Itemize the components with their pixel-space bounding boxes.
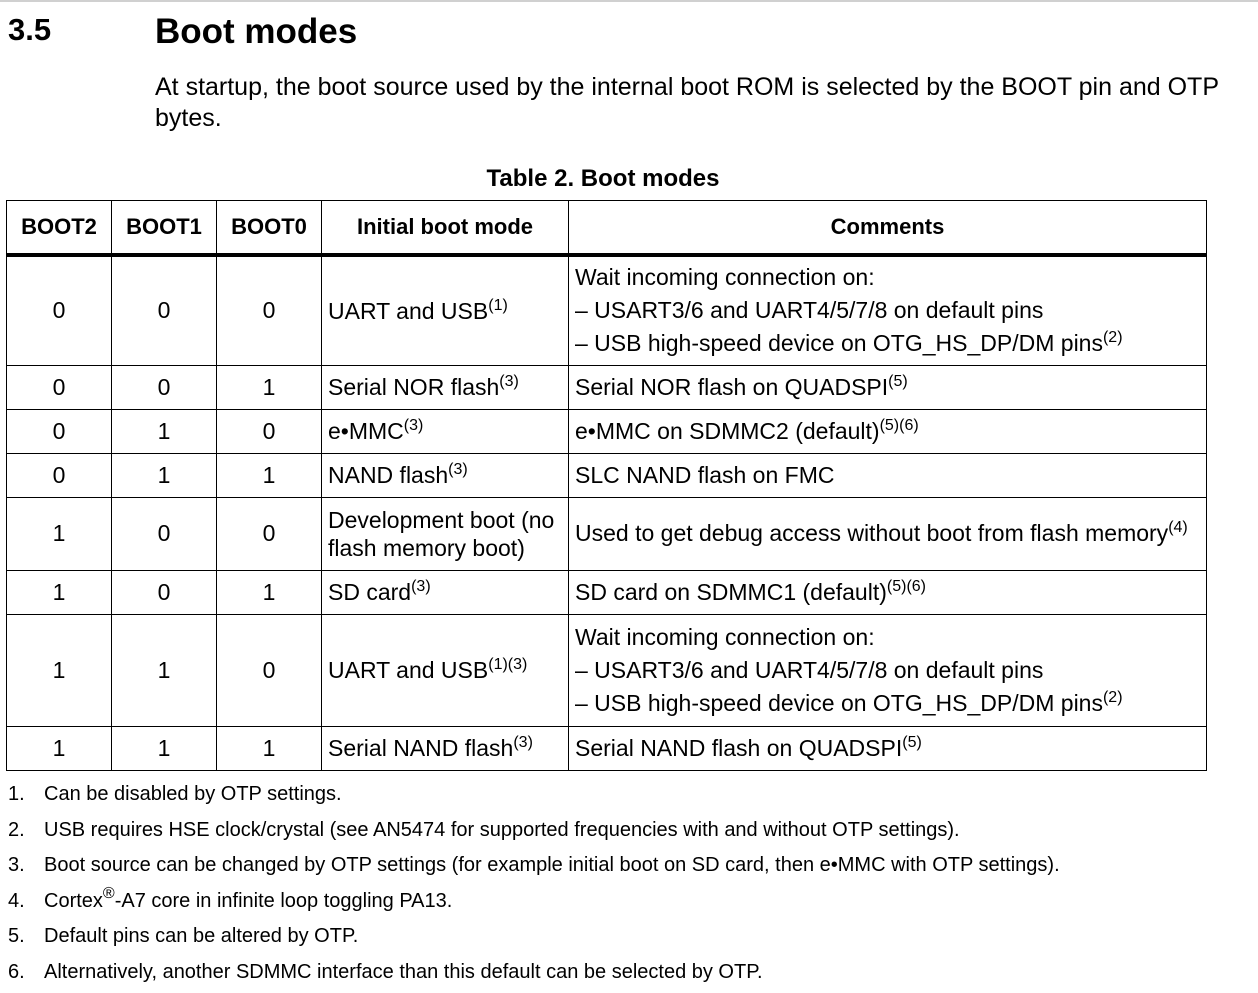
cell-mode: [322, 570, 569, 614]
footnote-number: 3.: [8, 854, 25, 876]
footnote-ref: (5): [902, 733, 922, 751]
comment-line: – USART3/6 and UART4/5/7/8 on default pins: [575, 656, 1044, 683]
table-row: [7, 255, 1207, 365]
cell-mode: [322, 409, 569, 453]
mode-text: UART and USB: [328, 297, 489, 324]
table-row: [7, 409, 1207, 453]
mode-text: UART and USB: [328, 657, 489, 683]
cell-boot2: 0: [7, 255, 112, 365]
comment-line: Serial NAND flash on QUADSPI: [575, 734, 903, 761]
comment-line: SD card on SDMMC1 (default): [575, 578, 887, 605]
footnote-ref: (1)(3): [488, 656, 528, 673]
table-header-row: [7, 201, 1207, 256]
cell-comment: [569, 453, 1207, 497]
footnote-number: 4.: [8, 889, 25, 912]
table-row: [7, 453, 1207, 497]
mode-text: Serial NAND flash: [328, 734, 514, 761]
page-top-rule: [0, 0, 1258, 2]
comment-line: – USART3/6 and UART4/5/7/8 on default pins: [575, 297, 1044, 324]
footnote-ref: (5)(6): [879, 416, 919, 434]
footnote-text: Can be disabled by OTP settings.: [44, 783, 342, 805]
cell-boot0: 1: [217, 570, 322, 614]
cell-mode: [322, 726, 569, 770]
footnote-number: 2.: [8, 818, 25, 841]
footnote-ref: (3): [499, 372, 519, 390]
footnote: [8, 780, 1248, 816]
cell-mode: [322, 365, 569, 409]
header-comments: Comments: [569, 201, 1207, 256]
cell-mode: [322, 497, 569, 570]
footnote: [8, 922, 1248, 958]
footnote: [8, 884, 1248, 923]
section-number: 3.5: [8, 12, 52, 47]
cell-mode: [322, 453, 569, 497]
cell-boot1: 1: [112, 409, 217, 453]
footnote: [8, 958, 1248, 993]
comment-line: – USB high-speed device on OTG_HS_DP/DM pins$^{(2)}$: [575, 688, 1123, 716]
footnote-ref: (3): [448, 460, 468, 478]
cell-boot0: 0: [217, 409, 322, 453]
footnote-ref: (2): [1102, 688, 1123, 706]
cell-mode: [322, 255, 569, 365]
cell-comment: [569, 255, 1207, 365]
footnote-ref: (2): [1102, 329, 1123, 347]
cell-boot1: 1: [112, 614, 217, 726]
comment-line: Wait incoming connection on:: [575, 623, 875, 650]
cell-comment: [569, 365, 1207, 409]
mode-text: e•MMC: [328, 417, 404, 444]
footnotes: [8, 780, 1248, 993]
header-boot2: BOOT2: [7, 201, 112, 256]
cell-boot0: 0: [217, 255, 322, 365]
footnote-text: USB requires HSE clock/crystal (see AN5474 for supported frequencies with and without OTP settings).: [44, 818, 960, 841]
comment-line: SLC NAND flash on FMC: [575, 461, 835, 488]
footnote-ref: (4): [1168, 519, 1188, 536]
cell-comment: [569, 497, 1207, 570]
footnote-ref: (5): [888, 372, 908, 390]
footnote-number: 5.: [8, 925, 25, 947]
section-intro: At startup, the boot source used by the internal boot ROM is selected by the BOOT pin and OTP bytes.: [155, 73, 1219, 132]
header-initial-boot-mode: Initial boot mode: [322, 201, 569, 256]
footnote-ref: (1): [488, 296, 508, 314]
footnote: [8, 816, 1248, 852]
cell-mode: [322, 614, 569, 726]
comment-line: e•MMC on SDMMC2 (default): [575, 417, 880, 444]
cell-boot1: 0: [112, 365, 217, 409]
table-row: [7, 365, 1207, 409]
cell-comment: [569, 409, 1207, 453]
header-boot1: BOOT1: [112, 201, 217, 256]
footnote-number: 1.: [8, 783, 25, 805]
footnote: [8, 851, 1248, 887]
cell-boot1: 0: [112, 570, 217, 614]
cell-comment: [569, 570, 1207, 614]
cell-boot0: 0: [217, 614, 322, 726]
registered-mark: ®: [102, 884, 115, 902]
boot-modes-table: [6, 200, 1207, 771]
footnote-text: Cortex®-A7 core in infinite loop toggling PA13.: [44, 884, 453, 912]
cell-boot2: 0: [7, 409, 112, 453]
footnote-ref: (3): [513, 733, 533, 751]
table-row: [7, 570, 1207, 614]
cell-boot2: 1: [7, 726, 112, 770]
footnote-text: Alternatively, another SDMMC interface than this default can be selected by OTP.: [44, 960, 763, 983]
cell-boot2: 1: [7, 570, 112, 614]
cell-comment: [569, 726, 1207, 770]
footnote-text: Default pins can be altered by OTP.: [44, 925, 359, 947]
mode-text: Development boot (no flash memory boot): [328, 506, 555, 561]
mode-text: Serial NOR flash: [328, 373, 500, 400]
section-title: Boot modes: [155, 12, 358, 51]
comment-line: Wait incoming connection on:: [575, 264, 875, 291]
cell-boot1: 1: [112, 453, 217, 497]
cell-boot2: 1: [7, 614, 112, 726]
cell-boot0: 1: [217, 453, 322, 497]
cell-boot1: 0: [112, 497, 217, 570]
cell-boot1: 0: [112, 255, 217, 365]
cell-comment: [569, 614, 1207, 726]
footnote-ref: (5)(6): [886, 577, 926, 595]
header-boot0: BOOT0: [217, 201, 322, 256]
cell-boot1: 1: [112, 726, 217, 770]
mode-text: NAND flash: [328, 461, 449, 488]
mode-text: SD card: [328, 578, 412, 605]
footnote-text: Boot source can be changed by OTP settings (for example initial boot on SD card, then e•MMC with OTP settings).: [44, 854, 1060, 876]
table-caption: Table 2. Boot modes: [486, 165, 720, 192]
comment-line: Serial NOR flash on QUADSPI: [575, 373, 889, 400]
footnote-number: 6.: [8, 960, 25, 983]
cell-boot2: 1: [7, 497, 112, 570]
cell-boot0: 0: [217, 497, 322, 570]
cell-boot2: 0: [7, 365, 112, 409]
footnote-ref: (3): [403, 416, 424, 434]
comment-line: – USB high-speed device on OTG_HS_DP/DM pins$^{(2)}$: [575, 329, 1123, 357]
table-row: [7, 497, 1207, 570]
comment-line: Used to get debug access without boot from flash memory: [575, 520, 1169, 546]
table-row: [7, 614, 1207, 726]
footnote-ref: (3): [411, 577, 431, 595]
cell-boot0: 1: [217, 365, 322, 409]
cell-boot0: 1: [217, 726, 322, 770]
cell-boot2: 0: [7, 453, 112, 497]
table-row: [7, 726, 1207, 770]
